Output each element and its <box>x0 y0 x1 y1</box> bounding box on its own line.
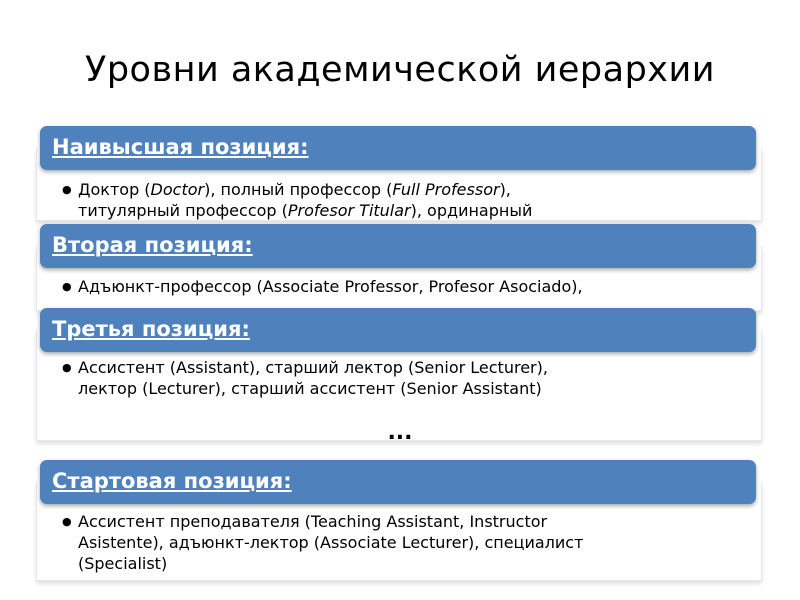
bullet-icon: ● <box>62 361 72 374</box>
text-segment-italic: Doctor <box>150 180 205 199</box>
level-third-body <box>62 357 742 401</box>
bullet-line: лектор (Lecturer), старший ассистент (Senior Assistant) <box>78 379 542 398</box>
text-segment: титулярный профессор ( <box>78 201 288 220</box>
ellipsis: ... <box>387 420 413 445</box>
text-segment: ), ординарный <box>410 201 533 220</box>
bullet-icon: ● <box>62 183 72 196</box>
bullet-line: (Specialist) <box>78 554 168 573</box>
bullet-item <box>62 276 742 297</box>
level-second-header <box>40 224 756 268</box>
bullet-item <box>62 511 742 574</box>
bullet-line: Asistente), адъюнкт-лектор (Associate Lecturer), специалист <box>78 533 584 552</box>
text-segment-italic: Full Professor <box>392 180 500 199</box>
bullet-line: Ассистент преподавателя (Teaching Assistant, Instructor <box>78 512 548 531</box>
bullet-item <box>62 357 742 399</box>
bullet-icon: ● <box>62 280 72 293</box>
level-starting-header <box>40 460 756 504</box>
level-second-body <box>62 276 742 308</box>
text-segment-italic: Profesor Titular <box>287 201 411 220</box>
text-segment: ), <box>499 180 511 199</box>
bullet-item <box>62 179 742 221</box>
level-highest-title: Наивысшая позиция: <box>52 135 309 159</box>
level-starting-body <box>62 511 742 577</box>
bullet-icon: ● <box>62 515 72 528</box>
level-third-header <box>40 308 756 352</box>
bullet-text: Адъюнкт-профессор (Associate Professor, Profesor Asociado), <box>78 277 583 296</box>
level-third-title: Третья позиция: <box>52 317 250 341</box>
bullet-line: Ассистент (Assistant), старший лектор (Senior Lecturer), <box>78 358 548 377</box>
level-highest-header <box>40 126 756 170</box>
text-segment: Доктор ( <box>78 180 151 199</box>
level-second-title: Вторая позиция: <box>52 233 253 257</box>
slide-title: Уровни академической иерархии <box>84 50 715 90</box>
level-starting-title: Стартовая позиция: <box>52 469 292 493</box>
level-highest-body <box>62 179 742 221</box>
text-segment: ), полный профессор ( <box>204 180 393 199</box>
